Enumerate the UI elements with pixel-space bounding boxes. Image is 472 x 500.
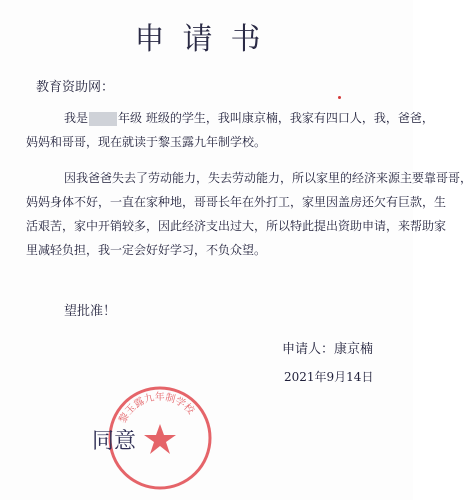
- redaction-block: [89, 112, 117, 126]
- paragraph-line: 妈妈和哥哥，现在就读于黎玉露九年制学校。: [26, 135, 267, 149]
- paragraph-line: 活艰苦，家中开销较多，因此经济支出过大，所以特此提出资助申请，来帮助家: [26, 219, 447, 233]
- paragraph-line: [26, 106, 434, 130]
- paragraph-introduction: [26, 106, 434, 154]
- intro-prefix: 我是: [64, 111, 89, 125]
- intro-suffix: 年级 班级的学生，我叫康京楠，我家有四口人，我，爸爸，: [118, 111, 434, 125]
- document-title: 申请书: [134, 22, 279, 57]
- paragraph-line: 妈妈身体不好，一直在家种地，哥哥长年在外打工，家里因盖房还欠有巨款，生: [26, 195, 447, 209]
- paragraph-line: 里减轻负担，我一定会好好学习，不负众望。: [26, 243, 267, 257]
- paragraph-line: 因我爸爸失去了劳动能力，失去劳动能力，所以家里的经济来源主要靠哥哥，: [64, 171, 472, 185]
- application-date: 2021年9月14日: [284, 370, 374, 384]
- seal-star-icon: [144, 424, 176, 454]
- approval-note: 同意: [92, 429, 137, 454]
- salutation: 教育资助网：: [36, 80, 115, 95]
- paragraph-reason: [26, 166, 472, 262]
- applicant-signature: 申请人：康京楠: [282, 342, 374, 357]
- red-ink-dot: [338, 96, 341, 99]
- closing-request: 望批准！: [64, 304, 117, 319]
- seal-text: 黎玉露九年制学校: [117, 391, 196, 426]
